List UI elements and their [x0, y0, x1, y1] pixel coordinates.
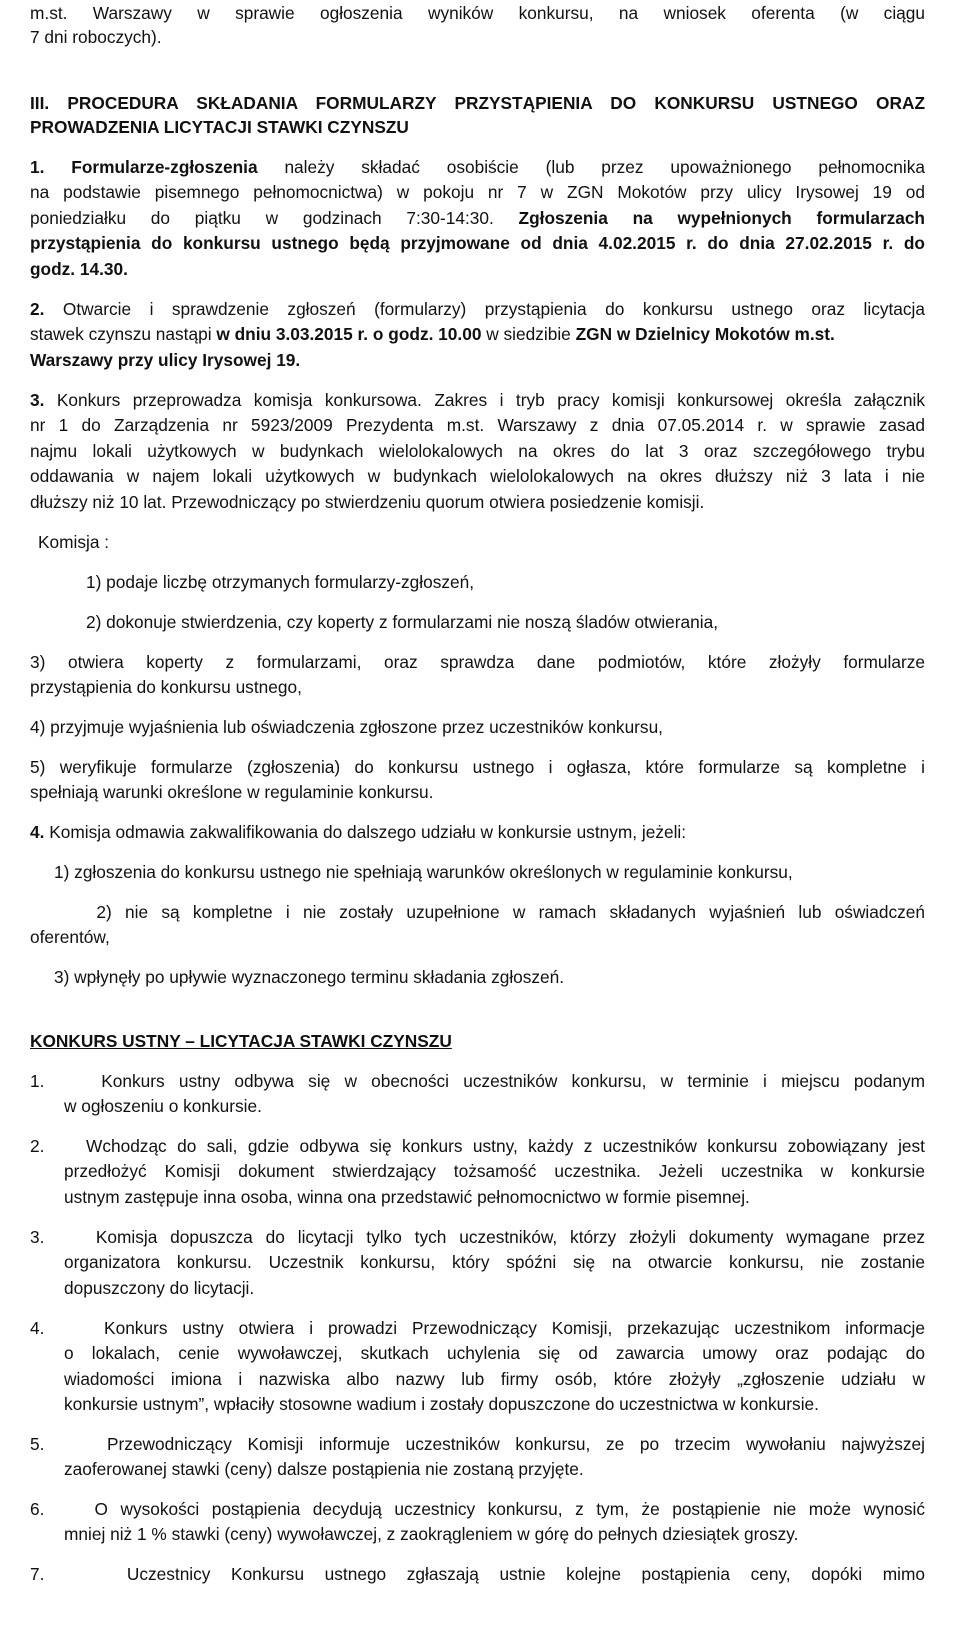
- text-line: 3) otwiera koperty z formularzami, oraz sprawdza dane podmiotów, które złożyły formularze: [30, 652, 925, 672]
- text-line: 5. Przewodniczący Komisji informuje uczestników konkursu, ze po trzecim wywołaniu najwyższej: [30, 1434, 925, 1454]
- text-line: wiadomości imiona i nazwiska albo nazwy lub firmy osób, które złożyły „zgłoszenie udziału w: [64, 1369, 925, 1389]
- text-line: 3. Komisja dopuszcza do licytacji tylko tych uczestników, którzy złożyli dokumenty wymagane przez: [30, 1227, 925, 1247]
- text-line: 1) zgłoszenia do konkursu ustnego nie spełniają warunków określonych w regulaminie konkursu,: [30, 862, 793, 882]
- text-line: godz. 14.30.: [30, 259, 128, 279]
- text-line: 1. Konkurs ustny odbywa się w obecności uczestników konkursu, w terminie i miejscu podanym: [30, 1071, 925, 1091]
- text-line: 2. Otwarcie i sprawdzenie zgłoszeń (formularzy) przystąpienia do konkursu ustnego oraz licytacja: [30, 299, 925, 319]
- text-line: 4) przyjmuje wyjaśnienia lub oświadczenia zgłoszone przez uczestników konkursu,: [30, 717, 663, 737]
- text-line: dopuszczony do licytacji.: [64, 1278, 255, 1298]
- text-line: na podstawie pisemnego pełnomocnictwa) w pokoju nr 7 w ZGN Mokotów przy ulicy Irysowej 19 od: [30, 182, 925, 202]
- text-line: 1) podaje liczbę otrzymanych formularzy-zgłoszeń,: [86, 572, 475, 592]
- text-line: KONKURS USTNY – LICYTACJA STAWKI CZYNSZU: [30, 1031, 452, 1051]
- text-line: 5) weryfikuje formularze (zgłoszenia) do konkursu ustnego i ogłasza, które formularze są kompletne i: [30, 757, 925, 777]
- text-line: poniedziałku do piątku w godzinach 7:30-14:30. Zgłoszenia na wypełnionych formularzach: [30, 208, 925, 228]
- text-line: przystąpienia do konkursu ustnego będą przyjmowane od dnia 4.02.2015 r. do dnia 27.02.2015 r. do: [30, 233, 925, 253]
- text-line: m.st. Warszawy w sprawie ogłoszenia wyników konkursu, na wniosek oferenta (w ciągu: [30, 3, 925, 23]
- text-line: organizatora konkursu. Uczestnik konkursu, który spóźni się na otwarcie konkursu, nie zostanie: [64, 1252, 925, 1272]
- text-line: przedłożyć Komisji dokument stwierdzający tożsamość uczestnika. Jeżeli uczestnika w konkursie: [64, 1161, 925, 1181]
- text-line: mniej niż 1 % stawki (ceny) wywoławczej, z zaokrągleniem w górę do pełnych dziesiątek groszy.: [64, 1524, 799, 1544]
- text-line: 2) nie są kompletne i nie zostały uzupełnione w ramach składanych wyjaśnień lub oświadczeń: [30, 902, 925, 922]
- text-line: oddawania w najem lokali użytkowych w budynkach wielolokalowych na okres dłuższy niż 3 lata i nie: [30, 466, 925, 486]
- text-line: ustnym zastępuje inna osoba, winna ona przedstawić pełnomocnictwo w formie pisemnej.: [64, 1187, 750, 1207]
- text-line: najmu lokali użytkowych w budynkach wielolokalowych na okres do lat 3 oraz szczegółowego trybu: [30, 441, 925, 461]
- text-line: konkursie ustnym”, wpłaciły stosowne wadium i zostały dopuszczone do uczestnictwa w konkursie.: [64, 1394, 819, 1414]
- text-line: PROWADZENIA LICYTACJI STAWKI CZYNSZU: [30, 117, 409, 137]
- text-line: spełniają warunki określone w regulaminie konkursu.: [30, 782, 434, 802]
- text-line: 6. O wysokości postąpienia decydują uczestnicy konkursu, z tym, że postąpienie nie może wynosić: [30, 1499, 925, 1519]
- text-line: o lokalach, cenie wywoławczej, skutkach uchylenia się od zawarcia umowy oraz podając do: [64, 1343, 925, 1363]
- text-line: dłuższy niż 10 lat. Przewodniczący po stwierdzeniu quorum otwiera posiedzenie komisji.: [30, 492, 705, 512]
- text-line: 4. Komisja odmawia zakwalifikowania do dalszego udziału w konkursie ustnym, jeżeli:: [30, 822, 687, 842]
- text-line: oferentów,: [30, 927, 110, 947]
- text-line: III. PROCEDURA SKŁADANIA FORMULARZY PRZYSTĄPIENIA DO KONKURSU USTNEGO ORAZ: [30, 93, 925, 113]
- text-line: zaoferowanej stawki (ceny) dalsze postąpienia nie zostaną przyjęte.: [64, 1459, 584, 1479]
- text-line: w ogłoszeniu o konkursie.: [64, 1096, 262, 1116]
- text-line: stawek czynszu nastąpi w dniu 3.03.2015 r. o godz. 10.00 w siedzibie ZGN w Dzielnicy Mokotów m.st.: [30, 324, 835, 344]
- text-line: przystąpienia do konkursu ustnego,: [30, 677, 302, 697]
- text-line: Komisja :: [38, 532, 110, 552]
- text-line: 3) wpłynęły po upływie wyznaczonego terminu składania zgłoszeń.: [30, 967, 565, 987]
- text-line: Warszawy przy ulicy Irysowej 19.: [30, 350, 301, 370]
- text-line: 7 dni roboczych).: [30, 27, 162, 47]
- text-line: nr 1 do Zarządzenia nr 5923/2009 Prezydenta m.st. Warszawy z dnia 07.05.2014 r. w sprawie zasad: [30, 415, 925, 435]
- text-line: 3. Konkurs przeprowadza komisja konkursowa. Zakres i tryb pracy komisji konkursowej określa załącznik: [30, 390, 925, 410]
- text-line: 2. Wchodząc do sali, gdzie odbywa się konkurs ustny, każdy z uczestników konkursu zobowiązany jest: [30, 1136, 925, 1156]
- text-line: 4. Konkurs ustny otwiera i prowadzi Przewodniczący Komisji, przekazując uczestnikom informacje: [30, 1318, 925, 1338]
- text-line: 7. Uczestnicy Konkursu ustnego zgłaszają ustnie kolejne postąpienia ceny, dopóki mimo: [30, 1564, 925, 1584]
- text-line: 2) dokonuje stwierdzenia, czy koperty z formularzami nie noszą śladów otwierania,: [86, 612, 719, 632]
- text-line: 1. Formularze-zgłoszenia należy składać osobiście (lub przez upoważnionego pełnomocnika: [30, 157, 925, 177]
